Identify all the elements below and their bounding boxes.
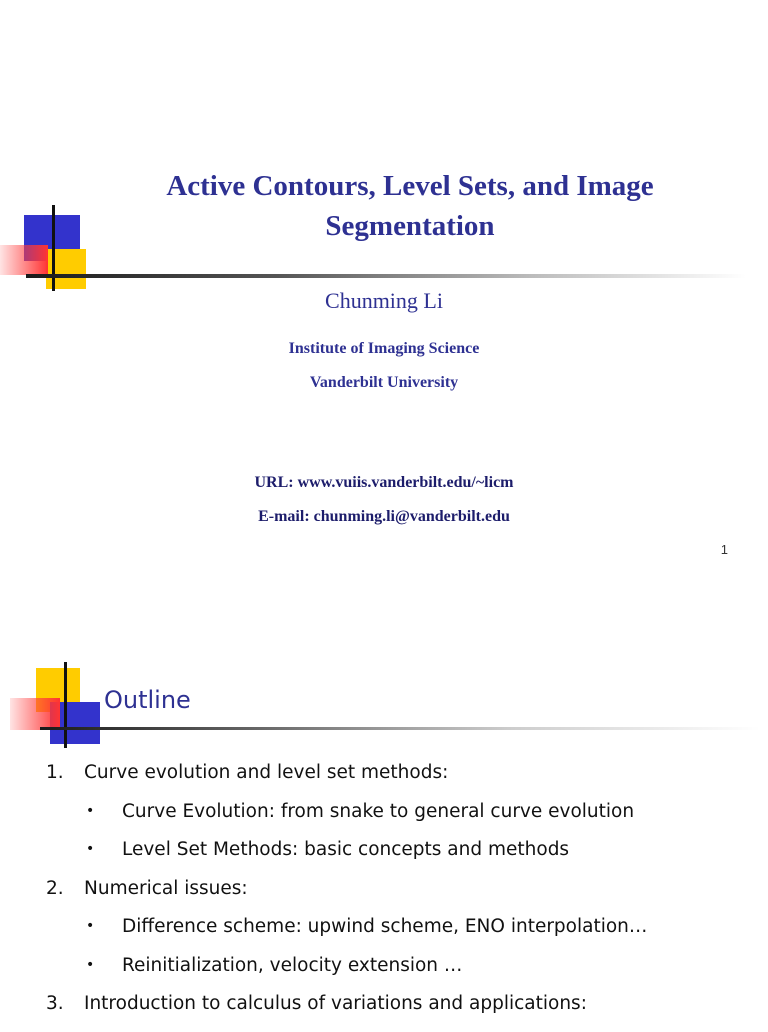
list-item-text: Introduction to calculus of variations and applications:: [84, 993, 587, 1014]
list-item: [0, 916, 768, 955]
list-item-text: Curve Evolution: from snake to general curve evolution: [122, 800, 635, 822]
slide-heading: Outline: [104, 686, 191, 714]
author-name: Chunming Li: [325, 288, 443, 313]
slide-decoration-logo: [0, 205, 110, 295]
list-item-text: Numerical issues:: [84, 877, 248, 899]
list-item-text: Difference scheme: upwind scheme, ENO interpolation…: [122, 916, 648, 937]
bullet-marker: •: [86, 918, 95, 934]
slide-title-line2: Segmentation: [325, 210, 495, 242]
title-divider: [26, 274, 746, 278]
bullet-marker: •: [86, 802, 95, 819]
institute-name: Institute of Imaging Science: [288, 340, 480, 357]
list-item: [0, 801, 768, 840]
outline-list: [0, 762, 768, 1032]
list-item: [0, 878, 768, 917]
list-marker: 3.: [46, 993, 64, 1014]
university-name: Vanderbilt University: [309, 374, 459, 391]
list-marker: 2.: [46, 877, 64, 899]
list-item: [0, 839, 768, 878]
slide-decoration-logo: [0, 662, 110, 752]
list-item-text: Level Set Methods: basic concepts and methods: [122, 839, 570, 860]
contact-url: URL: www.vuiis.vanderbilt.edu/~licm: [254, 474, 514, 491]
list-item: [0, 762, 768, 801]
slide-title: [100, 166, 720, 246]
list-item-text: Reinitialization, velocity extension …: [122, 954, 463, 976]
list-item: [0, 993, 768, 1032]
bullet-marker: •: [86, 841, 95, 857]
list-item: [0, 955, 768, 994]
heading-divider: [40, 727, 760, 730]
page-number: 1: [720, 542, 728, 557]
list-item-text: Curve evolution and level set methods:: [84, 762, 449, 783]
list-marker: 1.: [46, 762, 64, 783]
outline-slide: [0, 640, 768, 1024]
slide-title-line1: Active Contours, Level Sets, and Image: [166, 170, 654, 202]
bullet-marker: •: [86, 956, 95, 973]
contact-email: E-mail: chunming.li@vanderbilt.edu: [258, 508, 510, 525]
